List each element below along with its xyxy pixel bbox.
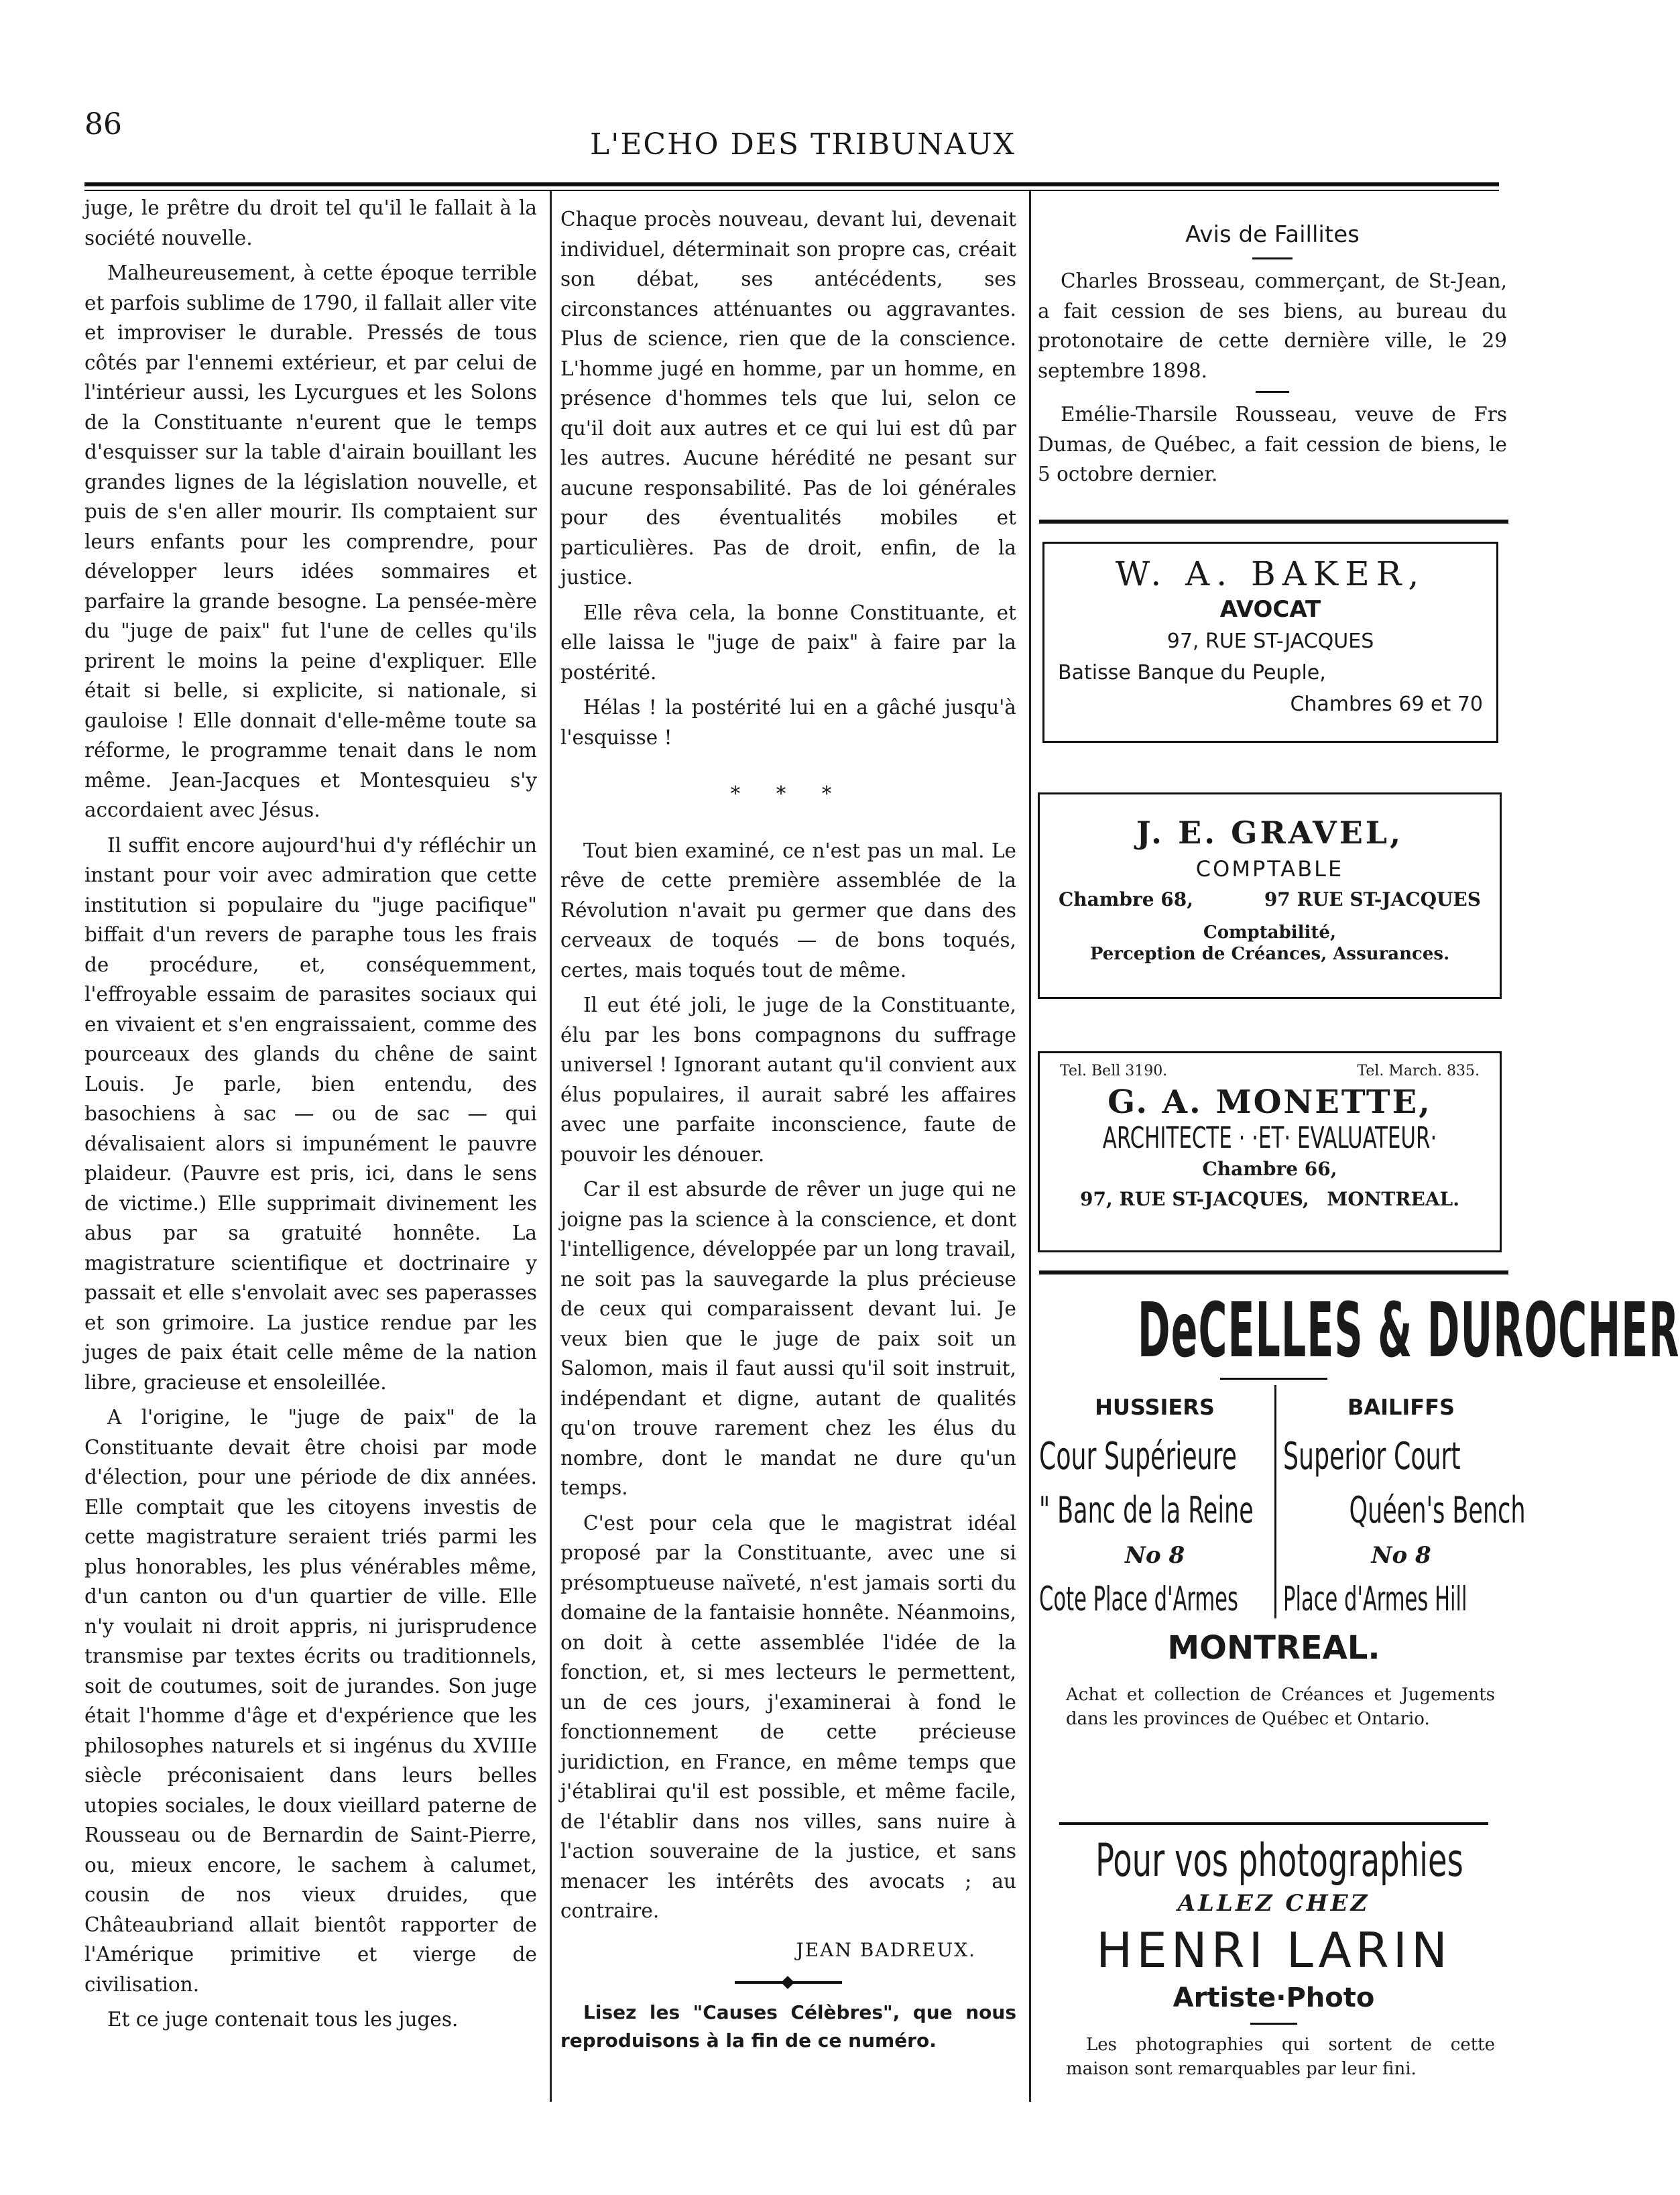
ads-mid-rule — [1039, 1270, 1508, 1274]
ad-gravel — [1038, 792, 1502, 999]
faillite-notice: Charles Brosseau, commerçant, de St-Jean, a fait cession de ses biens, au bureau du protonotaire de cette dernière ville, le 29 septembre 1898. — [1038, 270, 1507, 382]
gravel-address: 97 RUE ST-JACQUES — [1264, 888, 1481, 910]
section-separator: * * * — [730, 782, 847, 805]
monette-address-row — [1040, 1180, 1500, 1210]
header-rule-thick — [84, 182, 1499, 186]
bailiffs-heading: BAILIFFS — [1347, 1395, 1455, 1420]
paragraph: Il suffit encore aujourd'hui d'y réfléchir un instant pour voir avec admiration que cette institution si populaire du "juge pacifique" biffait d'un revers de paraphe tous les frais de procédure, et, conséquemment, l'effroyable essaim de parasites sociaux qui en vivaient et s'en engraissaient, comme des pourceaux des glands du chêne de saint Louis. Je parle, bien entendu, des basochiens à sac — ou de sac — qui dévalisaient alors si impunément le pauvre plaideur. (Pauvre est pris, ici, dans le sens de victime.) Elle supprimait divinement les abus par sa gratuité honnête. La magistrature scientifique et doctrinaire y passait et elle s'envolait avec ses paperasses et son grimoire. La justice rendue par les juges de paix était celle même de la nation libre, gracieuse et ensoleillée. — [84, 833, 537, 1394]
decelles-short-rule — [1220, 1378, 1327, 1380]
monette-tel-bell: Tel. Bell 3190. — [1060, 1063, 1168, 1079]
faillites-section — [1038, 221, 1507, 495]
paragraph: Et ce juge contenait tous les juges. — [107, 2008, 459, 2031]
place-darmes-hill: Place d'Armes Hill — [1283, 1580, 1467, 1618]
monette-room: Chambre 66, — [1202, 1158, 1337, 1180]
header-rule-thin — [84, 190, 1499, 191]
causes-celebres-note: Lisez les "Causes Célèbres", que nous reproduisons à la fin de ce numéro. — [560, 2001, 1016, 2052]
baker-building: Batisse Banque du Peuple, — [1058, 661, 1326, 685]
baker-profession: AVOCAT — [1219, 596, 1321, 623]
monette-profession: ARCHITECTE · ·ET· EVALUATEUR· — [1102, 1121, 1437, 1155]
monette-phones — [1040, 1053, 1500, 1079]
gravel-profession: COMPTABLE — [1195, 856, 1344, 882]
ad-baker — [1042, 542, 1498, 743]
larin-line1: Pour vos photographies — [1095, 1834, 1463, 1887]
cour-superieure: Cour Supérieure — [1039, 1435, 1237, 1478]
ad-monette — [1038, 1051, 1502, 1252]
ads-top-rule — [1039, 520, 1508, 524]
paragraph: Chaque procès nouveau, devant lui, devenait individuel, déterminait son propre cas, créait son débat, ses antécédents, ses circonstances atténuantes ou aggravantes. Plus de science, rien que de la conscience. L'homme jugé en homme, par un homme, en présence d'hommes tels que lui, selon ce qu'il doit aux autres et ce qui lui est dû par les autres. Aucune hérédité ne pesant sur aucune responsabilité. Pas de loi générales pour des éventualités mobiles et particulières. Pas de droit, enfin, de la justice. — [560, 208, 1016, 589]
paragraph: juge, le prêtre du droit tel qu'il le fallait à la société nouvelle. — [84, 196, 537, 249]
baker-name: W. A. BAKER, — [1115, 554, 1426, 593]
monette-address: 97, RUE ST-JACQUES, — [1080, 1188, 1309, 1210]
faillites-notices — [1038, 266, 1507, 489]
paragraph: Tout bien examiné, ce n'est pas un mal. Le rêve de cette première assemblée de la Révolution n'avait pu germer que dans des cerveaux de toqués — de bons toqués, certes, mais toqués tout de même. — [560, 839, 1016, 982]
larin-line2: ALLEZ CHEZ — [1177, 1890, 1370, 1917]
baker-rooms: Chambres 69 et 70 — [1290, 693, 1483, 716]
decelles-columns — [1039, 1385, 1526, 1618]
short-rule — [1256, 391, 1289, 393]
gravel-address-row — [1040, 882, 1500, 910]
article-column-1 — [84, 193, 537, 2040]
larin-name: HENRI LARIN — [1096, 1922, 1451, 1978]
queens-bench: Quéen's Bench — [1349, 1489, 1526, 1531]
short-rule — [1250, 2023, 1297, 2025]
paragraph: Elle rêva cela, la bonne Constituante, et elle laissa le "juge de paix" à faire par la postérité. — [560, 601, 1016, 684]
hussiers-heading: HUSSIERS — [1095, 1395, 1215, 1420]
larin-note: Les photographies qui sortent de cette maison sont remarquables par leur fini. — [1066, 2035, 1495, 2079]
column-divider-1 — [550, 191, 552, 2102]
ad-decelles-durocher — [1039, 1287, 1680, 1731]
right-number: No 8 — [1371, 1542, 1431, 1569]
faillites-title: Avis de Faillites — [1185, 221, 1360, 248]
monette-city: MONTREAL. — [1327, 1188, 1459, 1210]
journal-title: L'ECHO DES TRIBUNAUX — [590, 127, 1016, 162]
decelles-city: MONTREAL. — [1167, 1629, 1380, 1667]
gravel-services-2: Perception de Créances, Assurances. — [1089, 944, 1450, 964]
decelles-firm-name: DeCELLES & DUROCHER — [1138, 1287, 1680, 1374]
larin-profession: Artiste·Photo — [1173, 1982, 1375, 2013]
larin-top-rule — [1059, 1822, 1488, 1825]
gravel-room: Chambre 68, — [1059, 888, 1194, 910]
author-signature: JEAN BADREUX. — [796, 1938, 976, 1961]
paragraph: Car il est absurde de rêver un juge qui ne joigne pas la science à la conscience, et dont l'intelligence, développée par un long travail, ne soit pas la sauvegarde la plus précieuse de ceux qui comparaissent devant lui. Je veux bien que le juge de paix soit un Salomon, mais il faut aussi qu'il soit instruit, indépendant et digne, autant de qualités qu'on trouve rarement chez les élus du nombre, dont le mandat ne dure qu'un temps. — [560, 1178, 1016, 1499]
page-number: 86 — [84, 107, 122, 141]
article-column-2 — [560, 204, 1016, 2060]
ornament-divider — [735, 1981, 842, 1984]
paragraph: C'est pour cela que le magistrat idéal proposé par la Constituante, avec une si présomptueuse naïveté, n'est jamais sorti du domaine de la fantaisie honnête. Néanmoins, on doit à cette assemblée l'idée de la fonction, et, si mes lecteurs le permettent, un de ces jours, j'examinerai à fond le fonctionnement de cette précieuse juridiction, en France, en même temps que j'établirai qu'il est possible, et même facile, de l'établir dans nos villes, sans nuire à l'action souveraine de la justice, et sans menacer les intérêts des avocats ; au contraire. — [560, 1511, 1016, 1922]
ad-henri-larin — [1039, 1822, 1508, 2081]
paragraph: Il eut été joli, le juge de la Constituante, élu par les bons compagnons du suffrage universel ! Ignorant autant qu'il convient aux élus populaires, il aurait sabré les affaires avec une parfaite inconscience, faute de pouvoir les dénouer. — [560, 994, 1016, 1166]
decelles-description: Achat et collection de Créances et Jugements dans les provinces de Québec et Ontario. — [1066, 1685, 1495, 1729]
monette-tel-march: Tel. March. 835. — [1357, 1063, 1480, 1079]
monette-name: G. A. MONETTE, — [1107, 1083, 1432, 1121]
short-rule — [1252, 257, 1293, 259]
paragraph: Hélas ! la postérité lui en a gâché jusqu'à l'esquisse ! — [560, 696, 1016, 749]
paragraph: Malheureusement, à cette époque terrible et parfois sublime de 1790, il fallait aller vite et improviser le durable. Pressés de tous côtés par l'ennemi extérieur, et par celui de l'intérieur aussi, les Lycurgues et les Solons de la Constituante n'eurent que le temps d'esquisser sur la table d'airain bouillant les grandes lignes de la législation nouvelle, et puis de s'en aller mourir. Ils comptaient sur leurs enfants pour les comprendre, pour développer leurs idées sommaires et parfaire la grande besogne. La pensée-mère du "juge de paix" fut l'une de celles qu'ils prirent le moins la peine d'expliquer. Elle était si belle, si explicite, si nationale, si gauloise ! Elle donnait d'elle-même toute sa réforme, le programme tenait dans le nom même. Jean-Jacques et Montesquieu s'y accordaient avec Jésus. — [84, 261, 537, 821]
baker-address: 97, RUE ST-JACQUES — [1166, 630, 1374, 653]
column-divider-2 — [1029, 191, 1031, 2102]
decelles-left-column — [1039, 1385, 1276, 1618]
left-number: No 8 — [1124, 1542, 1185, 1569]
banc-de-la-reine: " Banc de la Reine — [1039, 1489, 1254, 1531]
decelles-right-column — [1276, 1385, 1526, 1618]
paragraph: A l'origine, le "juge de paix" de la Constituante devait être choisi par mode d'élection, pour une période de dix années. Elle comptait que les citoyens investis de cette magistrature seraient triés parmi les plus honorables, les plus vénérables même, d'un canton ou d'un quartier de ville. Elle n'y voulait ni droit appris, ni jurisprudence transmise par textes écrits ou traditionnels, soit de coutumes, soit de jurandes. Son juge était l'homme d'âge et d'expérience que les philosophes naturels et si ingénus du XVIIIe siècle préconisaient dans leurs belles utopies sociales, le doux vieillard paterne de Rousseau ou de Bernardin de Saint-Pierre, ou, mieux encore, le sachem à calumet, cousin de nos vieux druides, que Châteaubriand allait bientôt rapporter de l'Amérique primitive et vierge de civilisation. — [84, 1406, 537, 1996]
gravel-name: J. E. GRAVEL, — [1136, 815, 1404, 851]
gravel-services-1: Comptabilité, — [1203, 923, 1336, 943]
superior-court: Superior Court — [1283, 1435, 1461, 1478]
cote-place-darmes: Cote Place d'Armes — [1039, 1580, 1238, 1618]
faillite-notice: Emélie-Tharsile Rousseau, veuve de Frs Dumas, de Québec, a fait cession de biens, le 5 octobre dernier. — [1038, 403, 1507, 485]
